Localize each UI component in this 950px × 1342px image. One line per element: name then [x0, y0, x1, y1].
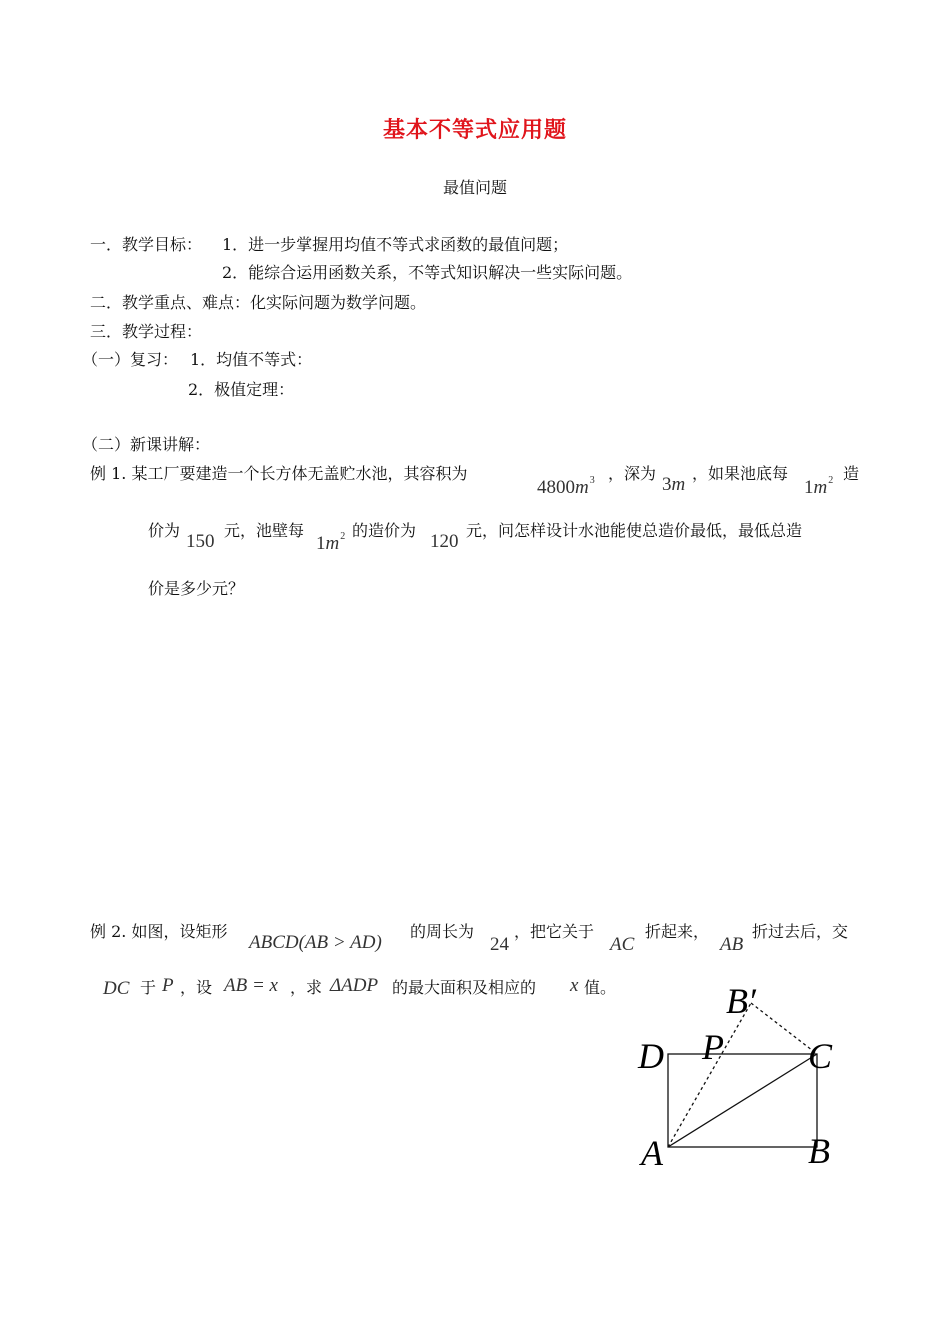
diagonal-ac: [668, 1054, 817, 1147]
example2-dc: DC: [103, 978, 130, 999]
example2-text-6: 于: [140, 978, 157, 997]
goal-item-1: 1．进一步掌握用均值不等式求函数的最值问题；: [222, 235, 569, 254]
review-item-1: 1．均值不等式：: [190, 350, 313, 369]
example2-text-2: 的周长为: [410, 922, 475, 941]
example2-text-9: 的最大面积及相应的: [392, 978, 537, 997]
example1-volume: $4800m^3$: [537, 475, 595, 498]
example2-text-5: 折过去后，交: [752, 922, 849, 941]
example2-text-8: ，求: [290, 978, 323, 997]
example2-x: x: [570, 975, 579, 996]
goal-label: 一．教学目标：: [90, 235, 203, 254]
example1-price-1: 150: [186, 531, 215, 552]
example2-text-1: 例 2. 如图，设矩形: [90, 922, 228, 941]
label-p: P: [702, 1027, 724, 1067]
label-d: D: [638, 1036, 664, 1076]
example1-area-1: $1m^2$: [804, 475, 834, 498]
example1-text-5: 价为: [148, 521, 181, 540]
folded-edge-ab-prime: [668, 1003, 751, 1147]
example1-depth: 3m: [662, 474, 686, 495]
page-subtitle: 最值问题: [442, 178, 507, 197]
review-item-2: 2．极值定理：: [188, 380, 295, 399]
label-a: A: [641, 1133, 663, 1173]
example1-text-9: 价是多少元？: [148, 579, 245, 598]
example2-text-4: 折起来，: [645, 922, 710, 941]
example2-p: P: [162, 975, 174, 996]
example1-text-4: 造: [843, 464, 860, 483]
example2-ac: AC: [610, 934, 635, 955]
example2-rectangle: ABCD(AB > AD): [249, 932, 382, 953]
process-line: 三．教学过程：: [90, 322, 203, 341]
example1-text-2: ，深为: [608, 464, 657, 483]
goal-item-2: 2．能综合运用函数关系，不等式知识解决一些实际问题。: [222, 263, 633, 282]
example2-text-10: 值。: [584, 978, 617, 997]
example1-area-2: $1m^2$: [316, 531, 346, 554]
new-lesson-label: （二）新课讲解：: [82, 435, 211, 454]
label-b: B: [808, 1131, 830, 1171]
review-label: （一）复习：: [82, 350, 179, 369]
example2-perimeter: 24: [490, 934, 509, 955]
example1-text-8: 元，问怎样设计水池能使总造价最低，最低总造: [466, 521, 803, 540]
label-c: C: [808, 1036, 833, 1076]
folded-rectangle-figure: [630, 975, 870, 1175]
label-b-prime: B′: [726, 981, 756, 1021]
example1-text-7: 的造价为: [352, 521, 417, 540]
example2-text-3: ，把它关于: [514, 922, 595, 941]
example2-triangle: ΔADP: [330, 975, 379, 996]
example1-price-2: 120: [430, 531, 459, 552]
example1-text-6: 元，池壁每: [224, 521, 305, 540]
example1-text-3: ，如果池底每: [692, 464, 789, 483]
example2-ab-equals-x: AB = x: [224, 975, 278, 996]
example1-text-1: 例 1. 某工厂要建造一个长方体无盖贮水池，其容积为: [90, 464, 468, 483]
focus-line: 二．教学重点、难点：化实际问题为数学问题。: [90, 293, 427, 312]
example2-ab: AB: [720, 934, 744, 955]
example2-text-7: ，设: [180, 978, 213, 997]
page-title: 基本不等式应用题: [382, 117, 567, 143]
